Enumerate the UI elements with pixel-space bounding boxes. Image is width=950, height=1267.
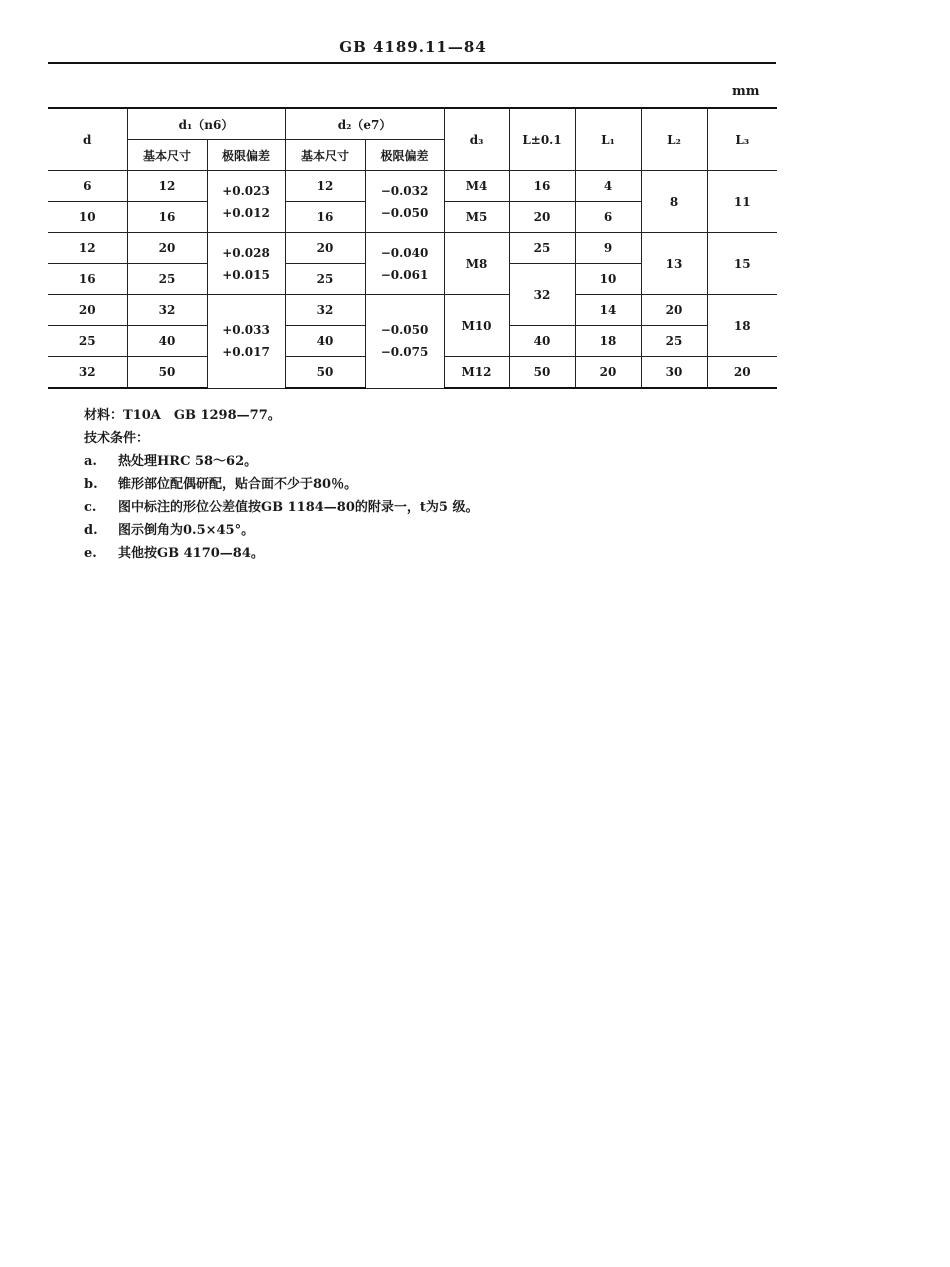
cell-L1: 4 [575,171,641,202]
note-text: 图中标注的形位公差值按GB 1184—80的附录一，t为5 级。 [118,500,479,515]
note-label: b. [84,477,98,492]
cell-L3: 15 [707,233,777,295]
cell-L1: 6 [575,202,641,233]
note-label: c. [84,500,97,515]
cell-d1-basic: 12 [127,171,207,202]
cell-d1-tol [207,171,285,233]
cell-d2-basic: 40 [285,326,365,357]
cell-d3: M5 [444,202,509,233]
note-item [84,542,478,565]
cell-d2-tol [365,171,444,233]
header-rule [48,62,776,64]
table-row [48,171,777,202]
cell-L2: 30 [641,357,707,389]
cell-L3: 11 [707,171,777,233]
cell-d2-basic: 20 [285,233,365,264]
cell-d: 20 [48,295,127,326]
header-d2-tol: 极限偏差 [365,140,444,171]
cell-d1-tol [207,233,285,295]
header-d1-tol: 极限偏差 [207,140,285,171]
tol-upper: +0.023 [222,183,270,198]
cell-d3: M4 [444,171,509,202]
note-label: d. [84,523,98,538]
cell-d2-tol [365,295,444,389]
cell-d: 12 [48,233,127,264]
cell-d2-basic: 16 [285,202,365,233]
note-text: 其他按GB 4170—84。 [118,546,264,561]
cell-L1: 20 [575,357,641,389]
cell-L1: 18 [575,326,641,357]
tol-upper: −0.032 [380,183,429,198]
cell-d3: M8 [444,233,509,295]
tol-lower: +0.015 [222,267,270,282]
table-row [48,233,777,264]
cell-d: 10 [48,202,127,233]
header-d3: d₃ [444,108,509,171]
cell-d: 32 [48,357,127,389]
note-item [84,496,478,519]
dimension-table [48,107,777,389]
header-d2-basic: 基本尺寸 [285,140,365,171]
cell-L: 40 [509,326,575,357]
tol-upper: −0.040 [380,245,429,260]
cell-d1-basic: 25 [127,264,207,295]
cell-d1-basic: 16 [127,202,207,233]
cell-L: 25 [509,233,575,264]
header-L3: L₃ [707,108,777,171]
cell-d1-basic: 20 [127,233,207,264]
cell-d3: M12 [444,357,509,389]
cell-d2-basic: 50 [285,357,365,389]
note-item [84,519,478,542]
header-L: L±0.1 [509,108,575,171]
cell-L2: 20 [641,295,707,326]
cell-d2-basic: 12 [285,171,365,202]
cell-d: 6 [48,171,127,202]
cell-d: 16 [48,264,127,295]
header-d2: d₂（e7） [285,108,444,140]
cell-L: 32 [509,264,575,326]
header-L2: L₂ [641,108,707,171]
page-title: GB 4189.11—84 [339,38,487,56]
header-d1: d₁（n6） [127,108,285,140]
cell-L2: 8 [641,171,707,233]
cell-d1-basic: 50 [127,357,207,389]
cell-L2: 13 [641,233,707,295]
header-d: d [48,108,127,171]
note-text: 热处理HRC 58～62。 [118,454,258,469]
cell-L1: 10 [575,264,641,295]
note-text: 图示倒角为0.5×45°。 [118,523,255,538]
tol-upper: +0.028 [222,245,270,260]
cell-d2-basic: 32 [285,295,365,326]
cell-L1: 14 [575,295,641,326]
table-header-row [48,108,777,140]
note-label: a. [84,454,97,469]
note-label: e. [84,546,97,561]
tol-lower: +0.012 [222,205,270,220]
cell-d2-tol [365,233,444,295]
notes-section [84,404,478,565]
note-text: 锥形部位配偶研配，贴合面不少于80％。 [118,477,358,492]
cell-L: 20 [509,202,575,233]
tol-upper: −0.050 [380,323,429,338]
header-L1: L₁ [575,108,641,171]
tol-lower: −0.075 [380,345,429,360]
tech-conditions-title: 技术条件： [84,431,150,446]
tol-lower: +0.017 [222,345,270,360]
cell-L2: 25 [641,326,707,357]
tol-lower: −0.050 [380,205,429,220]
unit-label: mm [732,84,760,99]
header-d1-basic: 基本尺寸 [127,140,207,171]
note-item [84,473,478,496]
tol-upper: +0.033 [222,323,270,338]
cell-L3: 20 [707,357,777,389]
cell-d1-basic: 40 [127,326,207,357]
cell-L1: 9 [575,233,641,264]
cell-d: 25 [48,326,127,357]
cell-d1-tol [207,295,285,389]
cell-d1-basic: 32 [127,295,207,326]
cell-d2-basic: 25 [285,264,365,295]
note-item [84,450,478,473]
cell-d3: M10 [444,295,509,357]
cell-L: 50 [509,357,575,389]
material-note: 材料：T10A GB 1298—77。 [84,408,281,423]
table-row [48,295,777,326]
cell-L: 16 [509,171,575,202]
tol-lower: −0.061 [380,267,429,282]
cell-L3: 18 [707,295,777,357]
